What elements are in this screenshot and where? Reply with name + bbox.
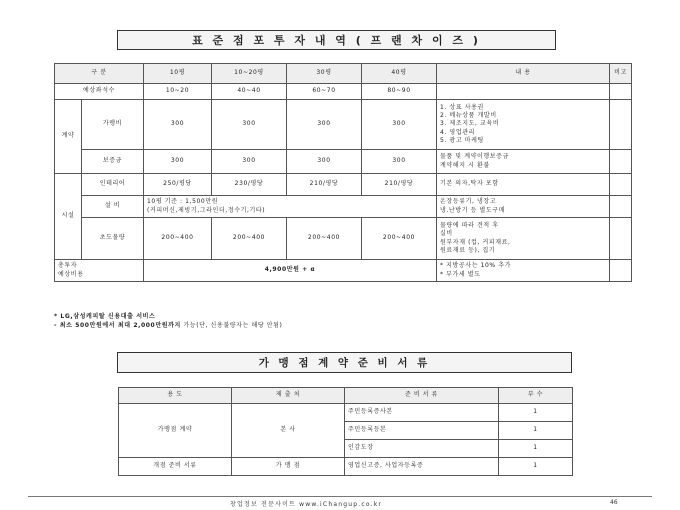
page-number: 46 [610, 499, 618, 506]
initial-stock-line: 원료재료 등), 집기 [440, 246, 496, 254]
docs-paper-copies: 1 [499, 422, 573, 440]
total-note [610, 260, 632, 282]
docs-row [119, 458, 573, 476]
deposit-value: 300 [144, 150, 212, 174]
docs-contract-submit: 본 사 [232, 404, 345, 458]
documents-table [118, 387, 573, 476]
total-content-line: * 부가세 별도 [440, 270, 481, 278]
fee-content-line: 1. 상표 사용권 [440, 104, 484, 112]
footer-text: 창업정보 전문사이트 www.iChangup.co.kr [230, 501, 383, 508]
header-size-10-20: 10~20평 [212, 64, 287, 84]
seats-value: 40~40 [212, 84, 287, 100]
facility-group-label: 시설 [55, 174, 82, 260]
seats-value: 80~90 [362, 84, 437, 100]
docs-paper-copies: 1 [499, 458, 573, 476]
deposit-label: 보증금 [82, 150, 144, 174]
deposit-content-line: 계약해지 시 환불 [440, 161, 490, 169]
initial-stock-line: 실비 [440, 230, 453, 238]
total-label-line: 총투자 [58, 262, 78, 270]
docs-paper-copies: 1 [499, 440, 573, 458]
header-row [55, 64, 632, 84]
total-row [55, 260, 632, 282]
seats-row [55, 84, 632, 100]
fee-value: 300 [212, 100, 287, 150]
loan-notes [54, 312, 282, 330]
initial-stock-row [55, 218, 632, 260]
deposit-content-line: 물품 및 계약이행보증금 [440, 153, 509, 161]
interior-value: 250/평당 [144, 174, 212, 196]
equipment-content-line: 온장등류기, 냉장고 [440, 198, 497, 206]
total-value: 4,900만원 + α [144, 260, 437, 282]
docs-header-use: 용 도 [119, 388, 232, 404]
seats-content [437, 84, 610, 100]
fee-label: 가맹비 [82, 100, 144, 150]
equipment-text [144, 196, 437, 218]
header-size-40: 40평 [362, 64, 437, 84]
docs-header-copies: 부 수 [499, 388, 573, 404]
fee-content-line: 5. 광고 마케팅 [440, 136, 484, 144]
equipment-row [55, 196, 632, 218]
docs-paper-name: 주민등록등본 [345, 422, 499, 440]
interior-value: 230/평당 [212, 174, 287, 196]
contract-group-label: 계약 [55, 100, 82, 174]
investment-title: 표 준 점 포 투 자 내 역 ( 프 랜 차 이 즈 ) [117, 30, 556, 50]
loan-note-rest: 가능(단, 신용불량자는 해당 안됨) [180, 322, 283, 329]
interior-content: 기본 의자,탁자 포함 [437, 174, 610, 196]
interior-label: 인테리어 [82, 174, 144, 196]
equipment-content [437, 196, 610, 218]
equipment-text-line: 10평 기준 : 1,500만원 [147, 198, 219, 206]
initial-stock-value: 200~400 [212, 218, 287, 260]
total-content-line: * 지방공사는 10% 추가 [440, 262, 512, 270]
header-category: 구 분 [55, 64, 144, 84]
fee-content [437, 100, 610, 150]
header-size-30: 30평 [287, 64, 362, 84]
initial-stock-line: 물량에 따라 견적 후 [440, 222, 499, 230]
fee-content-line: 4. 영업관리 [440, 128, 476, 136]
header-size-10: 10평 [144, 64, 212, 84]
docs-header-row [119, 388, 573, 404]
initial-stock-content [437, 218, 610, 260]
fee-value: 300 [362, 100, 437, 150]
interior-value: 210/평당 [287, 174, 362, 196]
docs-header-submit: 제 출 처 [232, 388, 345, 404]
interior-value: 210/평당 [362, 174, 437, 196]
initial-stock-line: 원부자재 (컵, 커피재료, [440, 238, 511, 246]
deposit-value: 300 [212, 150, 287, 174]
footer-divider [28, 496, 652, 497]
documents-title: 가 맹 점 계 약 준 비 서 류 [117, 352, 572, 373]
docs-opening-use: 개점 준비 서류 [119, 458, 232, 476]
loan-note-line [54, 321, 282, 330]
loan-note-emphasis: - 최소 500만원에서 최대 2,000만원까지 [54, 322, 181, 329]
deposit-value: 300 [362, 150, 437, 174]
equipment-note [610, 196, 632, 218]
investment-table [54, 63, 632, 282]
equipment-label: 설 비 [82, 196, 144, 218]
total-label [55, 260, 144, 282]
header-content: 내 용 [437, 64, 610, 84]
deposit-note [610, 150, 632, 174]
fee-content-line: 3. 제조지도, 교육비 [440, 120, 500, 128]
deposit-row [55, 150, 632, 174]
fee-value: 300 [144, 100, 212, 150]
seats-value: 60~70 [287, 84, 362, 100]
initial-stock-value: 200~400 [287, 218, 362, 260]
fee-content-line: 2. 메뉴상품 개발비 [440, 112, 497, 120]
interior-row [55, 174, 632, 196]
deposit-value: 300 [287, 150, 362, 174]
header-note: 비고 [610, 64, 632, 84]
equipment-content-line: 냉.난방기 등 별도구매 [440, 206, 506, 214]
seats-label: 예상좌석수 [55, 84, 144, 100]
docs-paper-name: 인감도장 [345, 440, 499, 458]
loan-note-line: * LG,삼성캐피탈 신용대출 서비스 [54, 313, 156, 320]
interior-note [610, 174, 632, 196]
seats-note [610, 84, 632, 100]
fee-row [55, 100, 632, 150]
docs-header-papers: 준 비 서 류 [345, 388, 499, 404]
deposit-content [437, 150, 610, 174]
fee-note [610, 100, 632, 150]
fee-value: 300 [287, 100, 362, 150]
initial-stock-label: 초도물량 [82, 218, 144, 260]
docs-contract-use: 가맹점 계약 [119, 404, 232, 458]
docs-paper-name: 주민등록증사본 [345, 404, 499, 422]
docs-paper-name: 영업신고증, 사업자등록증 [345, 458, 499, 476]
equipment-text-line: (커피머신,제빙기,그라인더,정수기,기타) [147, 206, 266, 214]
initial-stock-value: 200~400 [144, 218, 212, 260]
docs-row [119, 404, 573, 422]
seats-value: 10~20 [144, 84, 212, 100]
docs-paper-copies: 1 [499, 404, 573, 422]
initial-stock-value: 200~400 [362, 218, 437, 260]
docs-opening-submit: 가 맹 점 [232, 458, 345, 476]
total-label-line: 예상비용 [58, 270, 84, 278]
total-content [437, 260, 610, 282]
initial-stock-note [610, 218, 632, 260]
